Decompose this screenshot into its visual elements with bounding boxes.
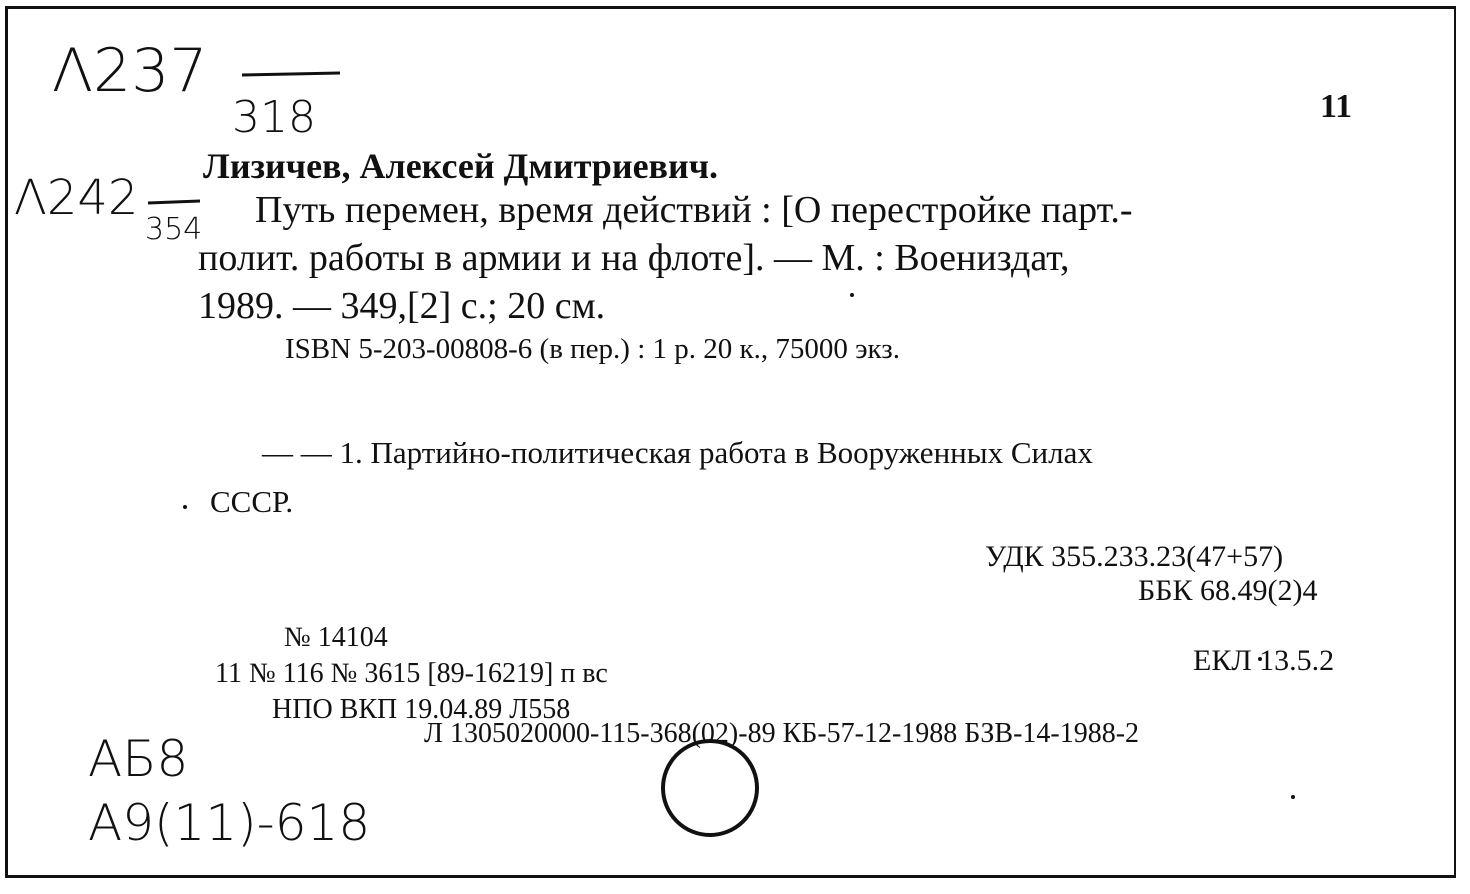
publisher-code-line: Л 1305020000-115-368(02)-89 КБ-57-12-1988 БЗВ-14-1988-2 (424, 718, 1140, 749)
speck-4 (183, 505, 187, 509)
title-line-3: 1989. — 349,[2] с.; 20 см. (198, 285, 606, 327)
handwritten-side-mark: Λ242 (14, 170, 139, 226)
isbn-line: ISBN 5-203-00808-6 (в пер.) : 1 р. 20 к., 75000 экз. (285, 333, 900, 365)
page-number: 11 (1320, 88, 1353, 125)
record-number: № 14104 (284, 622, 388, 653)
subject-line-2: СССР. (210, 484, 294, 519)
speck-3 (1291, 795, 1295, 799)
handwritten-top-mark: Λ237 (52, 36, 208, 106)
title-line-1: Путь перемен, время действий : [О перестройке парт.- (255, 189, 1133, 231)
speck-1 (850, 293, 854, 297)
subject-line-1: — — 1. Партийно-политическая работа в Вооруженных Силах (262, 435, 1093, 470)
title-line-2: полит. работы в армии и на флоте]. — М. : Воениздат, (198, 237, 1070, 279)
bbk-code: ББК 68.49(2)4 (1138, 574, 1318, 607)
handwritten-top-sub: 318 (232, 92, 316, 143)
handwritten-bottom-line2: А9(11)-618 (88, 794, 371, 852)
handwritten-side-sub: 354 (145, 212, 203, 247)
npo-line: НПО ВКП 19.04.89 Л558 (272, 694, 571, 725)
ekl-code: ЕКЛ 13.5.2 (1193, 644, 1335, 677)
punch-hole (663, 741, 757, 835)
udk-code: УДК 355.233.23(47+57) (985, 540, 1284, 573)
author-heading: Лизичев, Алексей Дмитриевич. (203, 146, 719, 186)
side-fraction-bar (148, 201, 200, 203)
top-fraction-bar (242, 73, 340, 75)
record-number-line: 11 № 116 № 3615 [89-16219] п вс (215, 658, 608, 689)
handwritten-bottom-line1: АБ8 (88, 730, 189, 788)
